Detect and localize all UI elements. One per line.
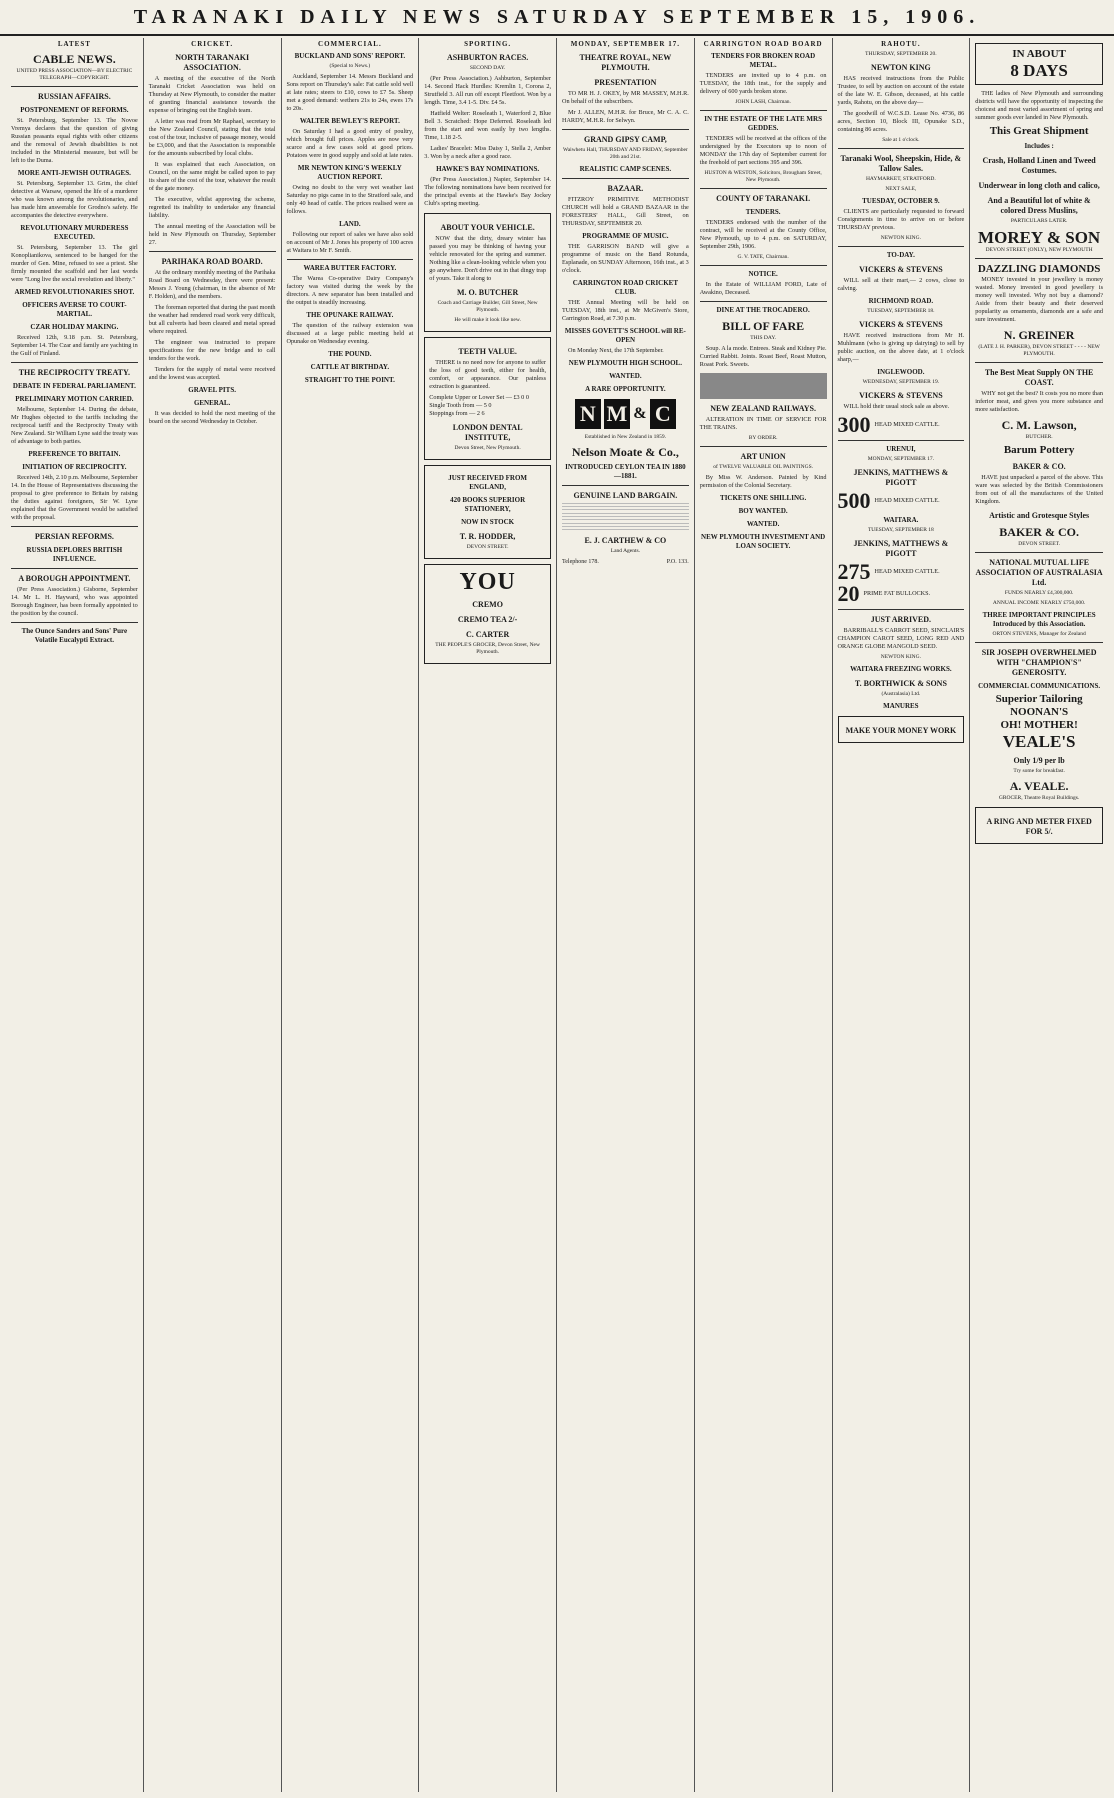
ad-books [424, 465, 551, 559]
cattle-count: 20 [837, 581, 860, 606]
column-head: CRICKET. [191, 40, 234, 48]
headline-prelim: PRELIMINARY MOTION CARRIED. [15, 395, 134, 403]
ad-greiner-sub: (LATE J. H. PARKER), DEVON STREET - - - - NEW PLYMOUTH. [978, 344, 1100, 357]
headline-program: PROGRAMME OF MUSIC. [582, 232, 669, 240]
article-text: On Saturday I had a good entry of poultry, which brought full prices. Apples are now very scarce and a few cases sold at good prices. Potatoes were in good supply and sold at late rates. [286, 128, 414, 159]
nmc-letter: M [604, 399, 630, 429]
sub-richmond: TUESDAY, SEPTEMBER 18. [867, 308, 935, 314]
article-text: It was decided to hold the next meeting of the board on the second Wednesday in October. [148, 410, 276, 425]
article-text: The question of the railway extension was discussed at a large public meeting held at Opunake on Wednesday evening. [286, 322, 414, 345]
headline-tickets: TICKETS ONE SHILLING. [720, 494, 807, 502]
ad-commercial: COMMERCIAL COMMUNICATIONS. [978, 682, 1101, 690]
headline-presentation: PRESENTATION [594, 78, 657, 87]
cattle-label: HEAD MIXED CATTLE. [874, 497, 940, 504]
headline-jmp: JENKINS, MATTHEWS & PIGOTT [853, 539, 949, 558]
article-text: WILL hold their usual stock sale as above. [843, 403, 950, 410]
sub-gypsy: Waiwhetu Hall, THURSDAY AND FRIDAY, September 20th and 21st. [562, 147, 688, 160]
headline-armed: ARMED REVOLUTIONARIES SHOT. [14, 288, 135, 296]
ad-stevens: ORTON STEVENS, Manager for Zealand [992, 631, 1086, 637]
ad-three: THREE IMPORTANT PRINCIPLES Introduced by this Association. [982, 611, 1096, 628]
headline-land: LAND. [339, 220, 361, 228]
cattle-count: 275 [837, 559, 871, 584]
ad-joseph: SIR JOSEPH OVERWHELMED WITH "CHAMPION'S" GENEROSITY. [981, 648, 1097, 677]
ad-income: ANNUAL INCOME NEARLY £750,000. [992, 600, 1086, 606]
headline-initiation: INITIATION OF RECIPROCITY. [22, 463, 127, 471]
headline-inglewood: INGLEWOOD. [877, 368, 925, 376]
ad-underwear: Underwear in long cloth and calico, [978, 181, 1100, 190]
article-text: Tenders for the supply of metal were received and the lowest was accepted. [148, 366, 276, 381]
ad-teeth-text: THERE is no need now for anyone to suffer the loss of good teeth, either for health, comfort, or appearance. Our painless extraction is guaranteed. [429, 359, 546, 390]
ad-hodder: T. R. HODDER, [459, 532, 516, 541]
article-text: Auckland, September 14. Messrs Buckland and Sons report on Thursday's sale: Fat cattle sold well at late rates; steers to £10, cows to £7 5s. Sheep met a good demand: wethers 21s to 24s, ewes 17s to 20s. [286, 73, 414, 112]
ad-veale-price: Only 1/9 per lb [1013, 756, 1065, 765]
article-text: St. Petersburg, September 13. Grim, the chief detective at Warsaw, opened the life of a murderer who was known among the revolutionaries, and has made him answerable for Grodno's safety. He accompanies the detective everywhere. [11, 180, 138, 219]
ad-vehicle-trade: Coach and Carriage Builder, Gill Street, New Plymouth. [437, 300, 538, 313]
nmc-tea: INTRODUCED CEYLON TEA IN 1880—1881. [565, 463, 686, 480]
article-text: WILL sell at their mart,— 2 cows, close to calving. [837, 277, 965, 292]
sub-urenui: MONDAY, SEPTEMBER 17. [867, 456, 935, 462]
ad-dental: LONDON DENTAL INSTITUTE, [452, 423, 523, 442]
ad-books-title: JUST RECEIVED FROM ENGLAND, [448, 474, 528, 491]
sig-arrived: NEWTON KING. [880, 654, 921, 660]
ad-barum: Barum Pottery [1003, 444, 1075, 456]
ad-days-text: THE ladies of New Plymouth and surrounding districts will have the opportunity of inspecting the choicest and most varied assortment of spring and summer goods ever landed in New Plymouth. [975, 90, 1103, 121]
sub-date: THURSDAY, SEPTEMBER 20. [865, 51, 937, 57]
ad-greiner: N. GREINER [1003, 328, 1075, 342]
headline-notice: NOTICE. [748, 270, 778, 278]
ad-noonan: NOONAN'S [1010, 706, 1069, 718]
article-text: Following our report of sales we have also sold on account of Mr J. Jones his property of 100 acres at Waitara to Mr F. Smith. [286, 231, 414, 254]
headline-borthwick: T. BORTHWICK & SONS [854, 679, 947, 688]
ad-baker-text: HAVE just unpacked a parcel of the above. This ware was selected by the British Commissioners from out of all the manufactures of the United Kingdom. [975, 474, 1103, 505]
column-drapery-ads [970, 38, 1108, 1792]
nmc-letter: N [575, 399, 601, 429]
headline-county-tenders: TENDERS. [745, 208, 781, 216]
article-text: Received 12th, 9.18 p.m. St. Petersburg, September 14. The Czar and family are yachting in the Gulf of Finland. [11, 334, 138, 357]
ad-tailoring: Superior Tailoring [995, 693, 1083, 705]
article-text: The annual meeting of the Association will be held in New Plymouth on Thursday, September 27. [148, 223, 276, 246]
cattle-count: 500 [837, 488, 871, 513]
headline-nzr: NEW ZEALAND RAILWAYS. [710, 404, 816, 413]
sub-wool: HAYMARKET, STRATFORD. [865, 176, 936, 182]
ad-meat-text: WHY not get the best? It costs you no more than inferior meat, and gives you more substance and more satisfaction. [975, 390, 1103, 413]
headline-bewley: WALTER BEWLEY'S REPORT. [299, 117, 400, 125]
headline-jmp: JENKINS, MATTHEWS & PIGOTT [853, 468, 949, 487]
train-engraving [700, 373, 827, 399]
ad-days-top: IN ABOUT [1012, 48, 1066, 60]
headline-freezing: WAITARA FREEZING WORKS. [850, 665, 952, 673]
ad-books-note: NOW IN STOCK [461, 518, 515, 526]
headline-postpone: POSTPONEMENT OF REFORMS. [20, 106, 129, 114]
ad-lawson: C. M. Lawson, [1001, 418, 1077, 432]
ad-carter-addr: THE PEOPLE'S GROCER, Devon Street, New Plymouth. [435, 642, 540, 655]
headline-housemaid: WANTED. [746, 520, 780, 528]
headline-russian-affairs: RUSSIAN AFFAIRS. [37, 92, 111, 101]
article-text: TO MR H. J. OKEY, by MR MASSEY, M.H.R. On behalf of the subscribers. [562, 90, 689, 105]
ad-baker-sub: DEVON STREET. [1018, 541, 1060, 547]
column-tenders [695, 38, 833, 1792]
ad-vehicle [424, 213, 551, 332]
headline-boy: BOY WANTED. [738, 507, 788, 515]
article-text: By Miss W. Anderson. Painted by Kind permission of the Colonial Secretary. [699, 474, 827, 489]
ad-cremo [424, 564, 551, 664]
ad-veale2: A. VEALE. [1009, 779, 1069, 793]
headline-cricket-club: CARRINGTON ROAD CRICKET CLUB. [572, 279, 679, 296]
ad-veale-try: Try some for breakfast. [1013, 768, 1065, 774]
headline-road-board: PARIHAKA ROAD BOARD. [161, 257, 263, 266]
headline-straight: STRAIGHT TO THE POINT. [304, 376, 395, 384]
ad-oh-mother: OH! MOTHER! [1000, 719, 1078, 731]
sub-waitara: TUESDAY, SEPTEMBER 18 [867, 527, 934, 533]
ad-teeth [424, 337, 551, 460]
article-text: CLIENTS are particularly requested to forward Consignments in time to arrive on or before THURSDAY previous. [837, 208, 965, 231]
article-text: The goodwill of W.C.S.D. Lease No. 4736, 86 acres, Section 10, Block III, Opunake S.D., containing 86 acres. [837, 110, 965, 133]
ad-veale2-sub: GROCER, Theatre Royal Buildings. [998, 795, 1080, 801]
article-text: St. Petersburg, September 13. The Novoe Vremya declares that the question of giving Russian peasants equal rights with other citizens and the removal of Jewish disabilities is not included in the Ministerial measure, but will be left to the Duma. [11, 117, 138, 164]
headline-bill: BILL OF FARE [722, 319, 805, 333]
headline-persian: PERSIAN REFORMS. [34, 532, 114, 541]
ad-mutual: NATIONAL MUTUAL LIFE ASSOCIATION OF AUSTRALASIA Ltd. [975, 558, 1103, 587]
article-text: St. Petersburg, September 13. The girl Konoplianikova, sentenced to be hanged for the murder of Gen. Mine, refused to see a priest. She firmly mounted the scaffold and her last words were "Long live the social revolution and liberty." [11, 244, 138, 283]
sub-inglewood: WEDNESDAY, SEPTEMBER 19. [862, 379, 940, 385]
headline-realistic: REALISTIC CAMP SCENES. [579, 165, 672, 173]
headline-bazaar: BAZAAR. [607, 184, 644, 193]
sub-next-date: TUESDAY, OCTOBER 9. [862, 197, 940, 205]
headline-trocadero: DINE AT THE TROCADERO. [716, 306, 810, 314]
article-text: TENDERS will be received at the offices of the undersigned by the Executors up to noon of MONDAY the 17th day of September current for the freehold of part sections 395 and 396. [699, 135, 827, 166]
ad-vehicle-text: NOW that the dirty, dreary winter has passed you may be thinking of having your vehicle renovated for the spring and summer. Nothing like a clean-looking vehicle when you go anywhere. Don't drive out in that dingy trap of yours. Take it along to [429, 235, 546, 282]
headline-anti-jewish: MORE ANTI-JEWISH OUTRAGES. [17, 169, 131, 177]
article-text: HAVE received instructions from Mr H. Muhlmann (who is giving up dairying) to sell by public auction, on the above date, at 1 o'clock sharp,— [837, 332, 965, 363]
headline-butter: WAREA BUTTER FACTORY. [303, 264, 397, 272]
nmc-letter: & [633, 399, 647, 429]
cattle-label: PRIME FAT BULLOCKS. [863, 590, 931, 597]
ad-diamonds-text: MONEY invested in your jewellery is money wasted. Money invested in good jewellery is money well invested. Why not buy a diamond? Aside from their beauty and their deserved popularity as ornaments, diamonds are a safe and sure investment. [975, 276, 1103, 323]
article-text: In the Estate of WILLIAM FORD, Late of Awakino, Deceased. [699, 281, 827, 296]
ad-shipment: This Great Shipment [989, 125, 1089, 137]
ad-teeth-title: TEETH VALUE. [458, 347, 517, 356]
column-cricket [144, 38, 282, 1792]
headline-vickers: VICKERS & STEVENS [859, 320, 943, 329]
article-text: ALTERATION IN TIME OF SERVICE FOR THE TRAINS. [699, 416, 827, 431]
columns [6, 38, 1108, 1792]
headline-debate: DEBATE IN FEDERAL PARLIAMENT. [12, 382, 136, 390]
headline-vickers: VICKERS & STEVENS [859, 265, 943, 274]
headline-arrived: JUST ARRIVED. [870, 615, 932, 624]
headline-russia-british: RUSSIA DEPLORES BRITISH INFLUENCE. [26, 546, 123, 563]
ad-days-bottom: 8 DAYS [1010, 61, 1068, 80]
article-text: Ladies' Bracelet: Miss Daisy 1, Stella 2, Amber 3. Won by a neck after a good race. [424, 145, 551, 160]
headline-vickers: VICKERS & STEVENS [859, 391, 943, 400]
column-head: RAHOTU. [881, 40, 921, 48]
article-text: (Per Press Association.) Gisborne, September 14. Mr L. H. Hayward, who was appointed Borough Engineer, has been formally appointed to the position by the council. [11, 586, 138, 617]
ad-meat: The Best Meat Supply ON THE COAST. [984, 368, 1094, 387]
headline-county: COUNTY OF TARANAKI. [716, 194, 811, 203]
sub-second-day: SECOND DAY. [469, 65, 506, 71]
article-text: At the ordinary monthly meeting of the Parihaka Road Board on Wednesday, there were present: Messrs J. Young (chairman, in the absence of Mr F. Holden), and the members. [148, 269, 276, 300]
article-text: BARRIBALL'S CARROT SEED, SINCLAIR'S CHAMPION CAROT SEED, LONG RED AND ORANGE GLOBE MANGOLD SEED. [837, 627, 965, 650]
headline-czar: CZAR HOLIDAY MAKING. [30, 323, 119, 331]
headline-estate: IN THE ESTATE OF THE LATE MRS GEDDES. [704, 115, 822, 132]
ad-lawson-sub: BUTCHER. [1025, 434, 1053, 440]
ad-teeth-row: Single Tooth from — 5 0 [429, 402, 492, 409]
headline-npi: NEW PLYMOUTH INVESTMENT AND LOAN SOCIETY. [701, 533, 826, 550]
headline-buckland: BUCKLAND AND SONS' REPORT. [294, 52, 406, 60]
sub-bill: THIS DAY. [750, 335, 776, 341]
cattle-label: HEAD MIXED CATTLE. [874, 568, 940, 575]
article-text: (Per Press Association.) Napier, September 14. The following nominations have been received for the principal events at the Hawke's Bay Jockey Club's spring meeting. [424, 176, 551, 207]
headline-land-bargain: GENUINE LAND BARGAIN. [573, 491, 678, 500]
nmc-tagline: Established in New Zealand in 1859. [584, 434, 666, 440]
ad-you: YOU [459, 569, 516, 595]
ad-artistic: Artistic and Grotesque Styles [989, 511, 1090, 520]
nmc-name: Nelson Moate & Co., [571, 445, 679, 459]
ad-ring: A RING AND METER FIXED FOR 5/. [986, 817, 1092, 836]
ad-crash: Crash, Holland Linen and Tweed Costumes. [982, 156, 1096, 175]
article-text: THE Annual Meeting will be held on TUESDAY, 18th inst., at Mr McGiven's Store, Carrington Road, at 7.30 p.m. [562, 299, 689, 322]
column-sporting [419, 38, 557, 1792]
article-text: Mr J. ALLEN, M.H.R. for Bruce, Mr C. A. C. HARDY, M.H.R. for Selwyn. [562, 109, 689, 124]
article-text: The executive, whilst approving the scheme, regretted its inability to undertake any financial liability. [148, 196, 276, 219]
article-text: Hatfield Welter: Roseleath 1, Waterford 2, Blue Bell 3. Scratched: Hope Deferred. Roseleath led from the start and won easily by two lengths. Time, 1.18 2-5. [424, 110, 551, 141]
column-head: SPORTING. [464, 40, 512, 48]
sub-next: NEXT SALE, [885, 186, 917, 192]
ad-diamonds: DAZZLING DIAMONDS [977, 263, 1101, 275]
article-text: The engineer was instructed to prepare specifications for the new bridge and to call tenders for the work. [148, 339, 276, 362]
article-text: THE GARRISON BAND will give a programme of music on the Band Rotunda, Esplanade, on SUNDAY Afternoon, 16th inst., at 3 o'clock. [562, 243, 689, 274]
column-head: LATEST [57, 40, 91, 48]
headline-cricket-assoc: NORTH TARANAKI ASSOCIATION. [175, 53, 250, 72]
cable-news-sub: UNITED PRESS ASSOCIATION—BY ELECTRIC TELEGRAPH—COPYRIGHT. [16, 68, 133, 81]
cattle-label: HEAD MIXED CATTLE. [874, 421, 940, 428]
ad-muslins: And a Beautiful lot of white & colored Dress Muslins, [987, 196, 1091, 215]
headline-tenders: TENDERS FOR BROKEN ROAD METAL. [711, 52, 816, 69]
sig-estate: HUSTON & WESTON, Solicitors, Brougham Street, New Plymouth. [704, 170, 822, 183]
sig-nzr: BY ORDER. [748, 435, 778, 441]
nmc-logo [562, 399, 689, 429]
ad-carthew: E. J. CARTHEW & CO [584, 536, 667, 545]
column-auctions [833, 38, 971, 1792]
headline-make-money: MAKE YOUR MONEY WORK [845, 726, 957, 735]
column-head: MONDAY, SEPTEMBER 17. [570, 40, 680, 48]
headline-rare: A RARE OPPORTUNITY. [585, 385, 666, 393]
headline-high-school: NEW PLYMOUTH HIGH SCHOOL. [568, 359, 682, 367]
sig-tenders: JOHN LASH, Chairman. [735, 99, 791, 105]
article-text: The foreman reported that during the past month the weather had rendered road work very difficult, but all culverts had been cleared and metal spread where required. [148, 304, 276, 335]
sub-special: (Special to News.) [329, 63, 371, 69]
ad-carthew-po: P.O. 133. [666, 559, 689, 565]
headline-manures: MANURES [883, 702, 919, 710]
headline-murderess: REVOLUTIONARY MURDERESS EXECUTED. [20, 224, 129, 241]
article-text: The Warea Co-operative Dairy Company's factory was visited during the week by the directors. A new separator has been installed and the output is steadily increasing. [286, 275, 414, 306]
cattle-count: 300 [837, 412, 871, 437]
ad-cremo-tea: CREMO TEA 2/- [457, 615, 518, 624]
article-text: Melbourne, September 14. During the debate, Mr Hughes objected to the tariffs including the reciprocal tariff and the Reciprocity Treaty with New Zealand. Sir William Lyne said the treaty was of advantage to both parties. [11, 406, 138, 445]
column-theatre [557, 38, 695, 1792]
headline-cattle: CATTLE AT BIRTHDAY. [310, 363, 390, 371]
ad-cremo-name: CREMO [472, 600, 503, 609]
article-text: Soup. A la mode. Entrees. Steak and Kidney Pie. Curried Rabbit. Joints. Roast Beef, Roast Mutton, Roast Pork. Sweets. [699, 345, 827, 368]
article-text: Received 14th, 2.10 p.m. Melbourne, September 14. In the House of Representatives discussing the proposal to give preference to Britain by raising the duties against foreigners, Sir W. Lyne explained that the Government would be satisfied with the proposal. [11, 474, 138, 521]
headline-gravel: GRAVEL PITS. [188, 386, 236, 394]
ad-vehicle-name: M. O. BUTCHER [456, 288, 519, 297]
article-text: It was explained that each Association, on Council, on the same might be called upon to pay its share of the cost of the tour, whatever the result of the gate money. [148, 161, 276, 192]
headline-richmond: RICHMOND ROAD. [868, 297, 934, 305]
ad-vehicle-title: ABOUT YOUR VEHICLE. [440, 223, 535, 232]
ad-carthew-tel: Telephone 178. [562, 559, 599, 565]
ad-sanders: The Ounce Sanders and Sons' Pure Volatile Eucalypti Extract. [21, 627, 128, 644]
headline-newton-king: NEWTON KING [871, 63, 931, 72]
ad-books-count: 420 BOOKS SUPERIOR STATIONERY, [450, 496, 526, 513]
article-text: HAS received instructions from the Public Trustee, to sell by auction on account of the estate of the late W. E. Gibson, deceased, at his cattle yards, Rahotu, on the above day— [837, 75, 965, 106]
headline-borough: A BOROUGH APPOINTMENT. [18, 574, 131, 583]
headline-ashburton: ASHBURTON RACES. [446, 53, 529, 62]
sig-county: G. V. TATE, Chairman. [737, 254, 789, 260]
article-text: (Per Press Association.) Ashburton, September 14. Second Hack Hurdles: Kremlin 1, Corona 2, Strutfield 3. All run off except Fleetfoot. Won by a length. Time, 3.4 1-5. Div. £4 5s. [424, 75, 551, 106]
ad-carthew-sub: Land Agents. [610, 548, 641, 554]
headline-wanted: WANTED. [609, 372, 642, 380]
article-text: On Monday Next, the 17th September. [568, 347, 664, 354]
headline-art-union: ART UNION [740, 452, 786, 461]
article-text: A meeting of the executive of the North Taranaki Cricket Association was held on Thursday at New Plymouth, to consider the matter of granting financial assistance towards the expense of bringing out the English team. [148, 75, 276, 114]
column-commercial [282, 38, 420, 1792]
column-head: CARRINGTON ROAD BOARD [703, 40, 823, 48]
ad-funds: FUNDS NEARLY £4,300,000. [1004, 590, 1074, 596]
nmc-letter: C [650, 399, 676, 429]
ad-morey-addr: DEVON STREET (ONLY), NEW PLYMOUTH [985, 247, 1093, 253]
headline-king-report: MR NEWTON KING'S WEEKLY AUCTION REPORT. [297, 164, 402, 181]
ad-later: PARTICULARS LATER. [1010, 218, 1068, 224]
article-text: Owing no doubt to the very wet weather last Saturday no pigs came in to the Stratford sale, and only 40 head of cattle. The prices realised were as follows. [286, 184, 414, 215]
ad-morey: MOREY & SON [978, 228, 1101, 247]
sig-wool: NEWTON KING. [880, 235, 921, 241]
column-cable-news [6, 38, 144, 1792]
headline-pound: THE POUND. [328, 350, 372, 358]
headline-urenui: URENUI, [886, 445, 916, 453]
headline-govett: MISSES GOVETT'S SCHOOL will RE-OPEN [564, 327, 686, 344]
article-text: TENDERS endorsed with the number of the contract, will be received at the County Office, New Plymouth, up to 4 p.m. on SATURDAY, September 29th, 1906. [699, 219, 827, 250]
ad-dental-addr: Devon Street, New Plymouth. [454, 445, 521, 451]
ad-vehicle-tail: He will make it look like new. [454, 317, 521, 323]
headline-today: TO-DAY. [886, 251, 915, 259]
ad-teeth-row: Stoppings from — 2 6 [429, 410, 485, 417]
headline-reciprocity: THE RECIPROCITY TREATY. [18, 368, 131, 377]
ad-carter: C. CARTER [465, 630, 510, 639]
headline-gypsy: GRAND GIPSY CAMP, [584, 135, 667, 144]
ad-hodder-addr: DEVON STREET. [466, 544, 509, 550]
ad-baker: BAKER & CO. [999, 525, 1079, 539]
ad-baker: BAKER & CO. [1012, 462, 1066, 471]
ad-8-days [975, 43, 1103, 85]
article-text: FITZROY PRIMITIVE METHODIST CHURCH will hold a GRAND BAZAAR in the FORESTERS' HALL, Gill Street, on THURSDAY, SEPTEMBER 20. [562, 196, 689, 227]
cable-news-title: CABLE NEWS. [33, 52, 116, 66]
article-text: A letter was read from Mr Raphael, secretary to the New Zealand Council, stating that the total cost of the tour, inclusive of passage money, would be £3,000, and that the Association is responsible for the amounts subscribed by local clubs. [148, 118, 276, 157]
headline-waitara: WAITARA. [883, 516, 919, 524]
headline-wool: Taranaki Wool, Sheepskin, Hide, & Tallow Sales. [840, 154, 962, 173]
sub-sale: Sale at 1 o'clock. [882, 137, 920, 143]
sub-art: of TWELVE VALUABLE OIL PAINTINGS. [713, 464, 813, 470]
headline-hawkes-bay: HAWKE'S BAY NOMINATIONS. [436, 165, 540, 173]
headline-railway: THE OPUNAKE RAILWAY. [306, 311, 394, 319]
headline-general: GENERAL. [193, 399, 231, 407]
headline-theatre: THEATRE ROYAL, NEW PLYMOUTH. [579, 53, 672, 72]
article-text: TENDERS are invited up to 4 p.m. on TUESDAY, the 18th inst., for the supply and delivery of 600 yards broken stone. [699, 72, 827, 95]
headline-officers: OFFICERS AVERSE TO COURT-MARTIAL. [22, 301, 127, 318]
ad-teeth-row: Complete Upper or Lower Set — £3 0 0 [429, 394, 529, 401]
masthead: TARANAKI DAILY NEWS SATURDAY SEPTEMBER 15, 1906. [0, 0, 1114, 36]
ad-includes: Includes : [1024, 142, 1054, 150]
headline-preference: PREFERENCE TO BRITAIN. [28, 450, 121, 458]
column-head: COMMERCIAL. [318, 40, 382, 48]
ad-veale: VEALE'S [1002, 732, 1076, 751]
sub-borthwick: (Australasia) Ltd. [881, 691, 921, 697]
